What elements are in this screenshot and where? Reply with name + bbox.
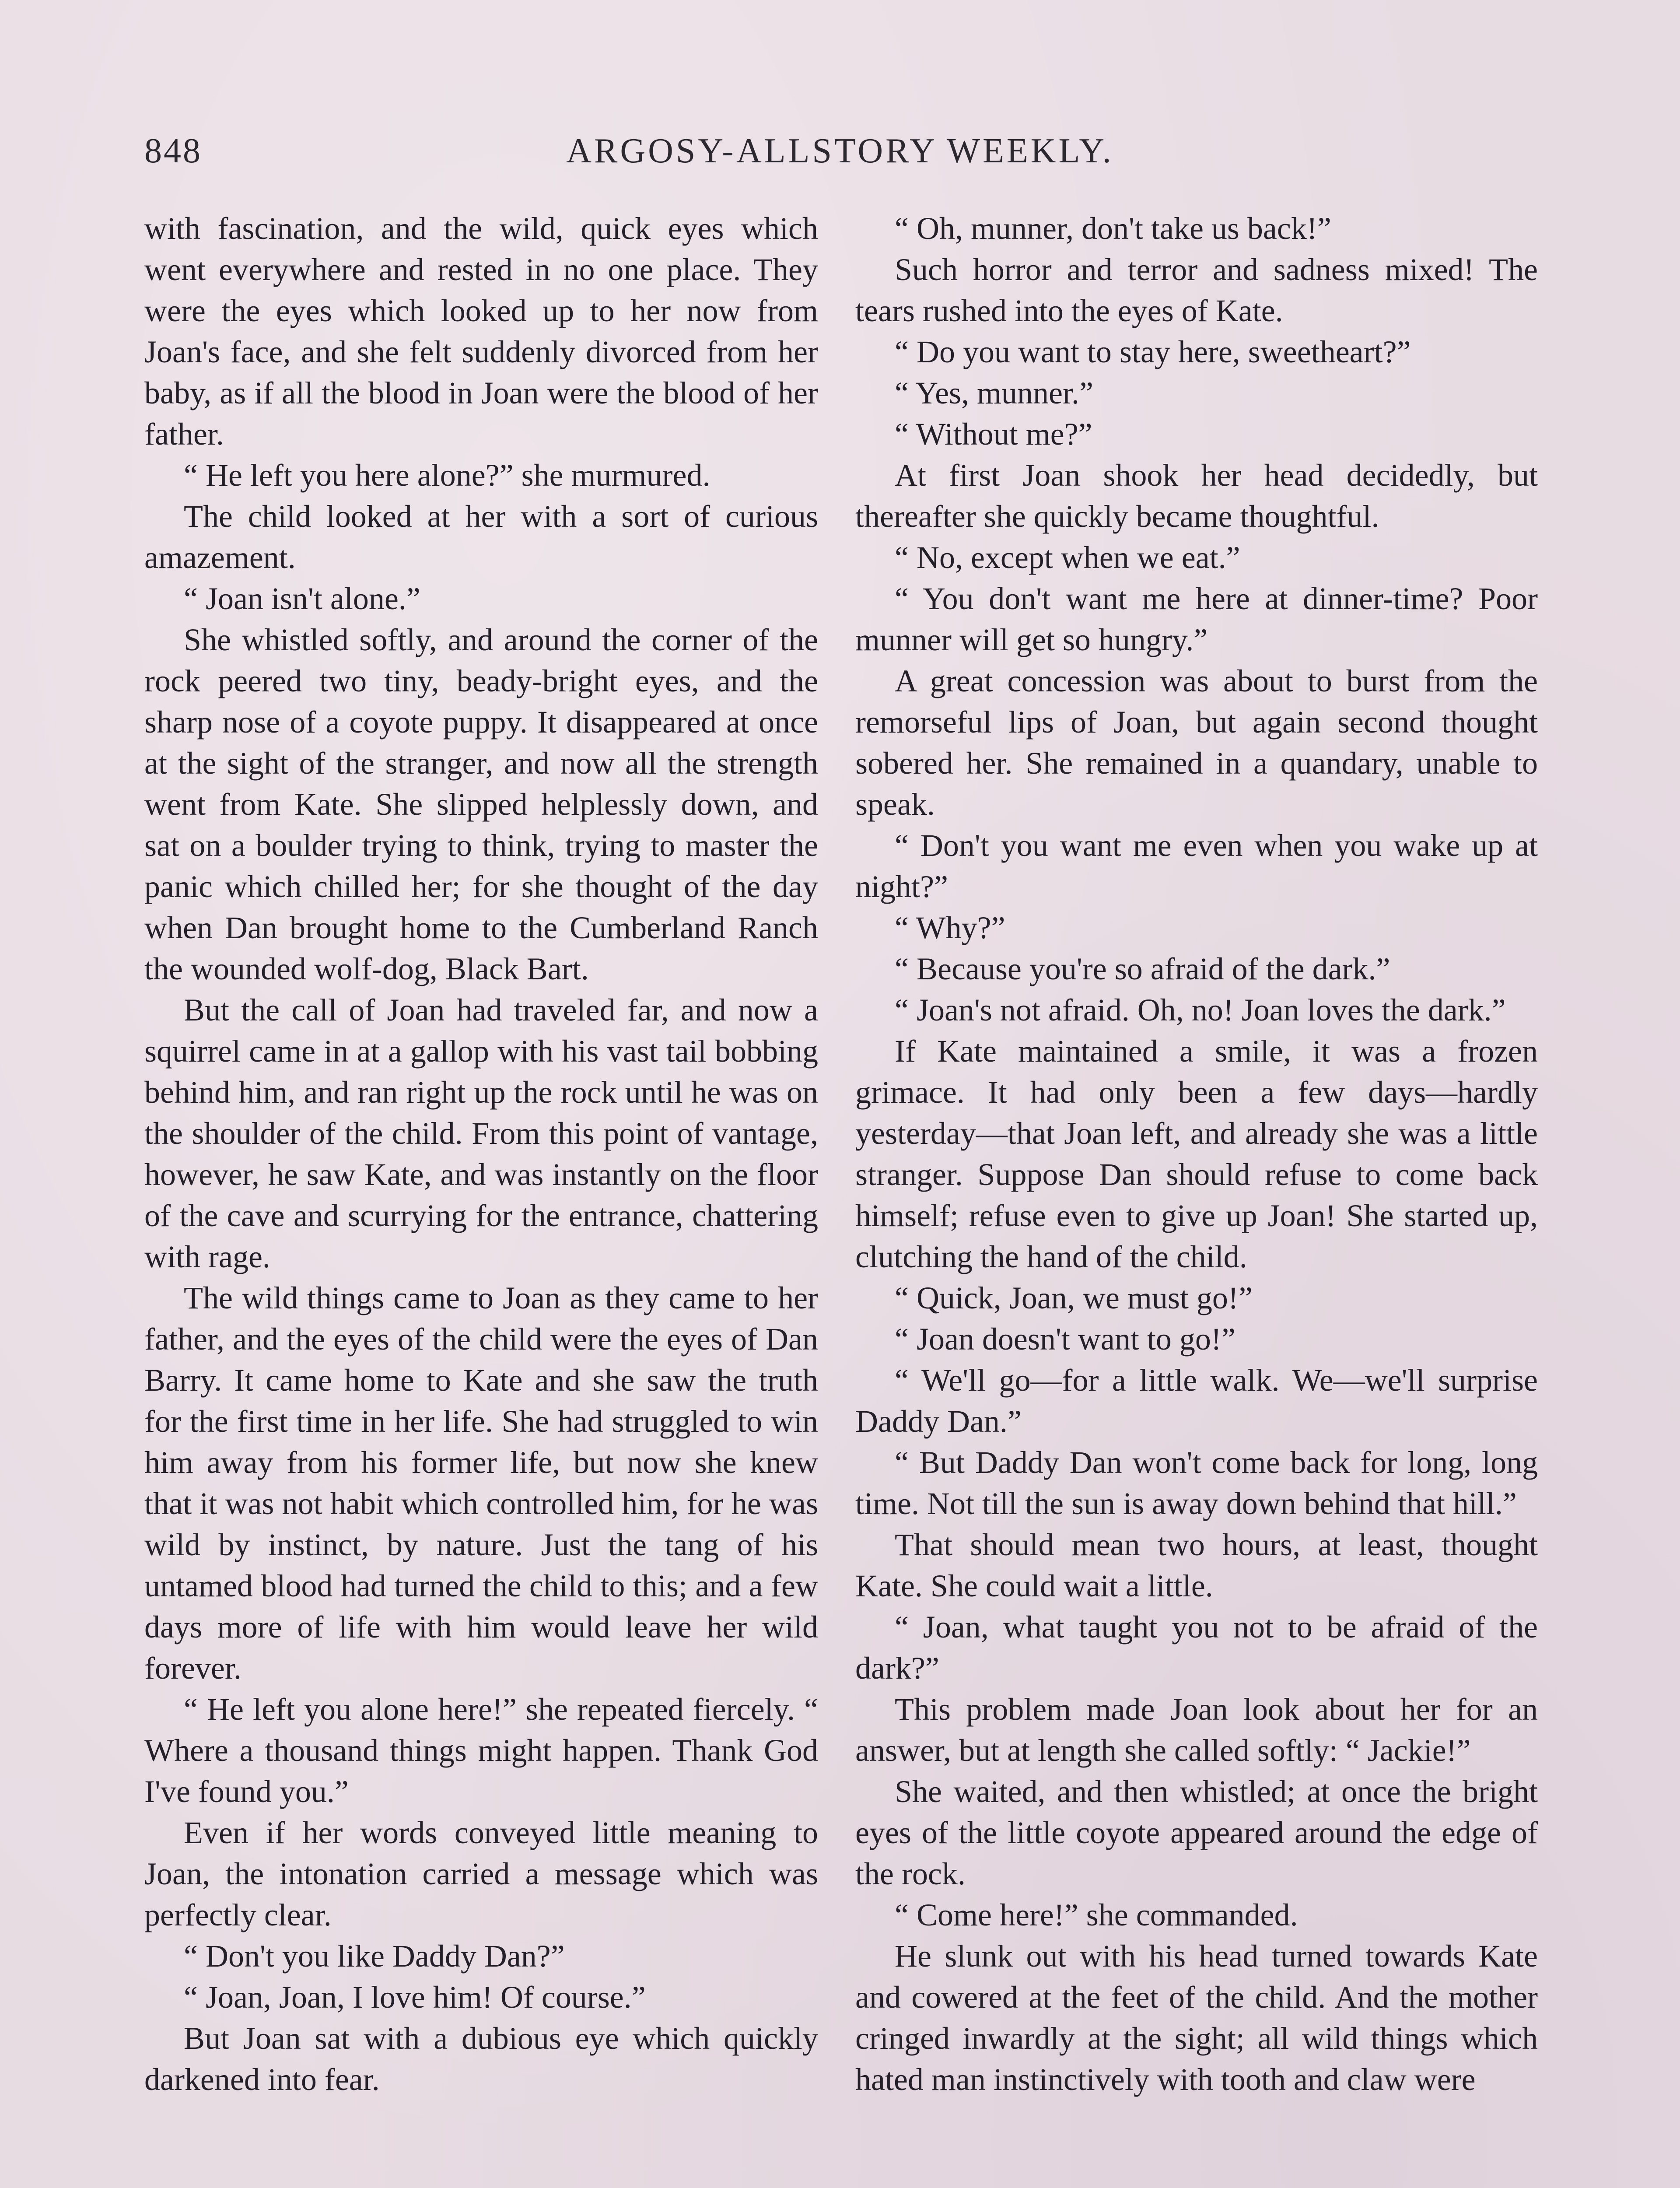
paragraph: “ Don't you like Daddy Dan?” [184, 1939, 565, 1974]
paragraph: “ Joan, what taught you not to be afraid of the dark?” [855, 1609, 1538, 1686]
paragraph: If Kate maintained a smile, it was a frozen grimace. It had only been a few days—hardly yesterday—that Joan left, and already she was a little stranger. Suppose Dan should refuse to come back himself; refuse even to give up Joan! She started up, clutching the hand of the child. [855, 1034, 1538, 1274]
paragraph: “ Joan's not afraid. Oh, no! Joan loves the dark.” [895, 992, 1506, 1027]
right-column [855, 208, 1538, 2100]
left-column [144, 208, 818, 2100]
paragraph: “ Do you want to stay here, sweetheart?” [895, 334, 1411, 369]
paragraph: “ Joan isn't alone.” [184, 581, 420, 616]
paragraph: At first Joan shook her head decidedly, but thereafter she quickly became thoughtful. [855, 458, 1538, 534]
paragraph: But Joan sat with a dubious eye which quickly darkened into fear. [144, 2021, 818, 2097]
paragraph: “ No, except when we eat.” [895, 540, 1240, 575]
paragraph: The child looked at her with a sort of curious amazement. [144, 499, 818, 575]
paragraph: “ Quick, Joan, we must go!” [895, 1280, 1253, 1315]
paragraph: “ Why?” [895, 910, 1005, 945]
paragraph: with fascination, and the wild, quick eyes which went everywhere and rested in no one place. They were the eyes which looked up to her now from Joan's face, and she felt suddenly divorced from her baby, as if all the blood in Joan were the blood of her father. [144, 211, 818, 452]
paragraph: “ Joan, Joan, I love him! Of course.” [184, 1980, 646, 2015]
paragraph: She whistled softly, and around the corner of the rock peered two tiny, beady-bright eyes, and the sharp nose of a coyote puppy. It disappeared at once at the sight of the stranger, and now all the strength went from Kate. She slipped helplessly down, and sat on a boulder trying to think, trying to master the panic which chilled her; for she thought of the day when Dan brought home to the Cumberland Ranch the wounded wolf-dog, Black Bart. [144, 622, 818, 986]
paragraph: She waited, and then whistled; at once the bright eyes of the little coyote appeared around the edge of the rock. [855, 1774, 1538, 1891]
paragraph: Such horror and terror and sadness mixed! The tears rushed into the eyes of Kate. [855, 252, 1538, 328]
paragraph: “ Joan doesn't want to go!” [895, 1322, 1236, 1357]
paragraph: “ We'll go—for a little walk. We—we'll surprise Daddy Dan.” [855, 1363, 1538, 1439]
paragraph: “ Oh, munner, don't take us back!” [895, 211, 1331, 246]
paragraph: “ Because you're so afraid of the dark.” [895, 951, 1390, 986]
page-header [144, 131, 1536, 179]
paragraph: The wild things came to Joan as they came to her father, and the eyes of the child were the eyes of Dan Barry. It came home to Kate and she saw the truth for the first time in her life. She had struggled to win him away from his former life, but now she knew that it was not habit which controlled him, for he was wild by instinct, by nature. Just the tang of his untamed blood had turned the child to this; and a few days more of life with him would leave her wild forever. [144, 1280, 818, 1686]
paragraph: A great concession was about to burst from the remorseful lips of Joan, but again second thought sobered her. She remained in a quandary, unable to speak. [855, 663, 1538, 822]
paragraph: “ You don't want me here at dinner-time? Poor munner will get so hungry.” [855, 581, 1538, 657]
paragraph: “ Without me?” [895, 417, 1092, 452]
paragraph: This problem made Joan look about her for an answer, but at length she called softly: “ Jackie!” [855, 1692, 1538, 1768]
paragraph: That should mean two hours, at least, thought Kate. She could wait a little. [855, 1527, 1538, 1603]
paragraph: “ He left you here alone?” she murmured. [184, 458, 710, 493]
paragraph: Even if her words conveyed little meaning to Joan, the intonation carried a message which was perfectly clear. [144, 1815, 818, 1932]
paragraph: He slunk out with his head turned towards Kate and cowered at the feet of the child. And the mother cringed inwardly at the sight; all wild things which hated man instinctively with tooth and claw were [855, 1939, 1538, 2097]
paragraph: “ Don't you want me even when you wake up at night?” [855, 828, 1538, 904]
running-head: ARGOSY-ALLSTORY WEEKLY. [566, 132, 1114, 170]
paragraph: “ Come here!” she commanded. [895, 1897, 1298, 1932]
paragraph: “ But Daddy Dan won't come back for long, long time. Not till the sun is away down behind that hill.” [855, 1445, 1538, 1521]
paragraph: But the call of Joan had traveled far, and now a squirrel came in at a gallop with his vast tail bobbing behind him, and ran right up the rock until he was on the shoulder of the child. From this point of vantage, however, he saw Kate, and was instantly on the floor of the cave and scurrying for the entrance, chattering with rage. [144, 992, 818, 1274]
paragraph: “ Yes, munner.” [895, 375, 1093, 410]
page-number: 848 [144, 132, 202, 170]
paragraph: “ He left you alone here!” she repeated fiercely. “ Where a thousand things might happen. Thank God I've found you.” [144, 1692, 818, 1809]
